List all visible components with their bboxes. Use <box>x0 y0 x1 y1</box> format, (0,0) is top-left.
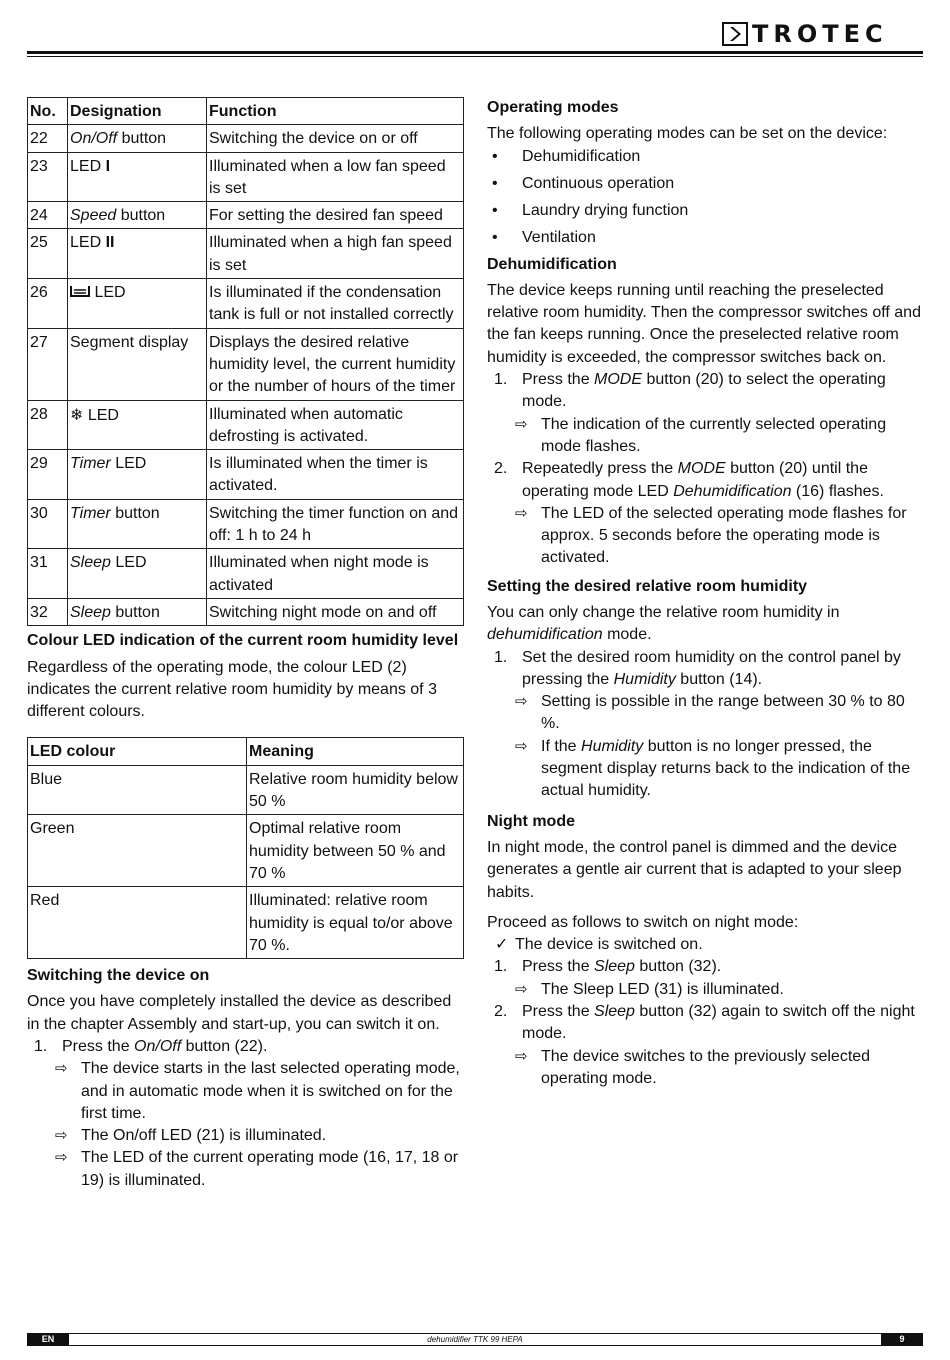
cell-no: 22 <box>28 125 68 152</box>
header-rule-thin <box>27 56 923 57</box>
controls-table <box>27 97 464 626</box>
cell-no: 32 <box>28 598 68 625</box>
operating-modes-list <box>487 146 927 249</box>
result-item: ⇨ Setting is possible in the range between 30 % to 80 %. <box>515 693 905 733</box>
result-item: ⇨ The On/off LED (21) is illuminated. <box>27 1125 464 1147</box>
cell-function: Is illuminated if the condensation tank is full or not installed correctly <box>207 279 464 329</box>
table-row <box>28 887 464 959</box>
cell-colour: Red <box>28 887 247 959</box>
cell-designation: Speed button <box>68 202 207 229</box>
list-item: • Continuous operation <box>492 174 675 192</box>
cell-no: 30 <box>28 499 68 549</box>
cell-function: Switching the device on or off <box>207 125 464 152</box>
night-mode-step-2: 2. Press the Sleep button (32) again to switch off the night mode. <box>494 1003 915 1043</box>
table-header-row <box>28 738 464 765</box>
tank-icon <box>70 284 90 298</box>
result-arrow-icon: ⇨ <box>515 415 528 433</box>
night-mode-text: In night mode, the control panel is dimmed and the device generates a gentle air current that is adapted to your sleep habits. <box>487 838 902 901</box>
result-arrow-icon: ⇨ <box>515 980 528 998</box>
table-row <box>28 815 464 887</box>
header-rule <box>27 51 923 54</box>
cell-colour: Green <box>28 815 247 887</box>
result-arrow-icon: ⇨ <box>55 1149 68 1167</box>
night-mode-heading: Night mode <box>487 812 575 830</box>
footer-language: EN <box>27 1333 69 1346</box>
cell-meaning: Illuminated: relative room humidity is equal to/or above 70 %. <box>247 887 464 959</box>
column-header-meaning: Meaning <box>247 738 464 765</box>
cell-no: 27 <box>28 328 68 400</box>
cell-function: Displays the desired relative humidity level, the current humidity or the number of hours of the timer <box>207 328 464 400</box>
cell-no: 25 <box>28 229 68 279</box>
table-row <box>28 202 464 229</box>
dehumidification-step-2: 2. Repeatedly press the MODE button (20) until the operating mode LED Dehumidification (16) flashes. <box>494 460 884 500</box>
result-item: ⇨ If the Humidity button is no longer pressed, the segment display returns back to the indication of the actual humidity. <box>515 737 911 800</box>
footer-title: dehumidifier TTK 99 HEPA <box>427 1335 523 1344</box>
result-item: ⇨ The Sleep LED (31) is illuminated. <box>487 979 927 1001</box>
dehumidification-text: The device keeps running until reaching the preselected relative room humidity. Then the compressor switches off and the fan keeps running. Once the preselected relative room humidity is exceeded, the compressor switches back on. <box>487 281 921 366</box>
column-header-function: Function <box>207 98 464 125</box>
setting-humidity-step-1: 1. Set the desired room humidity on the control panel by pressing the Humidity button (14). <box>494 648 901 688</box>
column-header-designation: Designation <box>68 98 207 125</box>
table-header-row <box>28 98 464 125</box>
result-item: ⇨ The LED of the current operating mode (16, 17, 18 or 19) is illuminated. <box>55 1149 459 1189</box>
cell-designation: On/Off button <box>68 125 207 152</box>
night-mode-proceed: Proceed as follows to switch on night mode: <box>487 913 799 931</box>
trotec-logo <box>722 20 888 48</box>
cell-function: Illuminated when a low fan speed is set <box>207 152 464 202</box>
right-column <box>487 97 927 1090</box>
operating-modes-heading: Operating modes <box>487 99 619 116</box>
cell-designation: Sleep LED <box>68 549 207 599</box>
cell-function: Switching night mode on and off <box>207 598 464 625</box>
table-row <box>28 125 464 152</box>
list-item: • Dehumidification <box>492 147 641 165</box>
setting-humidity-text: You can only change the relative room humidity in dehumidification mode. <box>487 603 840 644</box>
cell-function: For setting the desired fan speed <box>207 202 464 229</box>
table-row <box>28 499 464 549</box>
left-column <box>27 97 464 1192</box>
colour-led-heading: Colour LED indication of the current room humidity level <box>27 632 459 650</box>
table-row <box>28 598 464 625</box>
table-row <box>28 328 464 400</box>
result-arrow-icon: ⇨ <box>515 504 528 522</box>
cell-no: 24 <box>28 202 68 229</box>
result-arrow-icon: ⇨ <box>515 737 528 755</box>
result-arrow-icon: ⇨ <box>55 1060 68 1078</box>
footer-page-number: 9 <box>881 1333 923 1346</box>
switching-on-heading: Switching the device on <box>27 967 210 985</box>
cell-function: Switching the timer function on and off: 1 h to 24 h <box>207 499 464 549</box>
result-arrow-icon: ⇨ <box>515 1047 528 1065</box>
table-row <box>28 549 464 599</box>
cell-no: 29 <box>28 450 68 500</box>
cell-designation: LED I <box>68 152 207 202</box>
result-item: ⇨ The indication of the currently selected operating mode flashes. <box>515 415 887 455</box>
cell-designation: LED <box>68 279 207 329</box>
cell-function: Is illuminated when the timer is activated. <box>207 450 464 500</box>
logo-text: TROTEC <box>752 20 888 48</box>
switching-on-step-1: 1. Press the On/Off button (22). <box>27 1036 464 1058</box>
table-row <box>28 279 464 329</box>
switching-on-text: Once you have completely installed the device as described in the chapter Assembly and start-up, you can switch it on. <box>27 993 452 1033</box>
table-row <box>28 450 464 500</box>
cell-meaning: Optimal relative room humidity between 50 % and 70 % <box>247 815 464 887</box>
cell-designation: LED II <box>68 229 207 279</box>
cell-no: 23 <box>28 152 68 202</box>
cell-no: 31 <box>28 549 68 599</box>
cell-function: Illuminated when a high fan speed is set <box>207 229 464 279</box>
column-header-led-colour: LED colour <box>28 738 247 765</box>
result-arrow-icon: ⇨ <box>55 1127 68 1145</box>
cell-meaning: Relative room humidity below 50 % <box>247 765 464 815</box>
snowflake-icon: ❄ <box>70 404 84 424</box>
cell-designation: Segment display <box>68 328 207 400</box>
result-item: ⇨ The device switches to the previously selected operating mode. <box>515 1047 871 1087</box>
cell-function: Illuminated when automatic defrosting is activated. <box>207 400 464 450</box>
cell-no: 26 <box>28 279 68 329</box>
table-row <box>28 765 464 815</box>
table-row <box>28 152 464 202</box>
table-row <box>28 229 464 279</box>
cell-colour: Blue <box>28 765 247 815</box>
column-header-no: No. <box>28 98 68 125</box>
chevron-right-icon <box>722 22 748 46</box>
colour-led-text: Regardless of the operating mode, the colour LED (2) indicates the current relative room humidity by means of 3 different colours. <box>27 658 437 721</box>
table-row <box>28 400 464 450</box>
result-item: ⇨ The device starts in the last selected operating mode, and in automatic mode when it is switched on for the first time. <box>55 1060 460 1122</box>
result-arrow-icon: ⇨ <box>515 693 528 711</box>
step-number: 1. <box>34 1037 48 1055</box>
cell-designation: Timer LED <box>68 450 207 500</box>
list-item: • Laundry drying function <box>492 201 689 219</box>
result-item: ⇨ The LED of the selected operating mode flashes for approx. 5 seconds before the operating mode is activated. <box>515 504 907 567</box>
led-colour-table <box>27 737 464 959</box>
cell-designation: Timer button <box>68 499 207 549</box>
cell-no: 28 <box>28 400 68 450</box>
dehumidification-step-1: 1. Press the MODE button (20) to select the operating mode. <box>494 371 886 411</box>
precondition-item: ✓ The device is switched on. <box>487 934 927 956</box>
list-item: • Ventilation <box>492 228 596 246</box>
night-mode-step-1: 1. Press the Sleep button (32). <box>494 958 722 976</box>
operating-modes-intro: The following operating modes can be set on the device: <box>487 125 888 143</box>
cell-designation: Sleep button <box>68 598 207 625</box>
checkmark-icon: ✓ <box>495 936 509 954</box>
dehumidification-heading: Dehumidification <box>487 255 617 273</box>
cell-designation: ❄ LED <box>68 400 207 450</box>
cell-function: Illuminated when night mode is activated <box>207 549 464 599</box>
setting-humidity-heading: Setting the desired relative room humidity <box>487 577 808 595</box>
